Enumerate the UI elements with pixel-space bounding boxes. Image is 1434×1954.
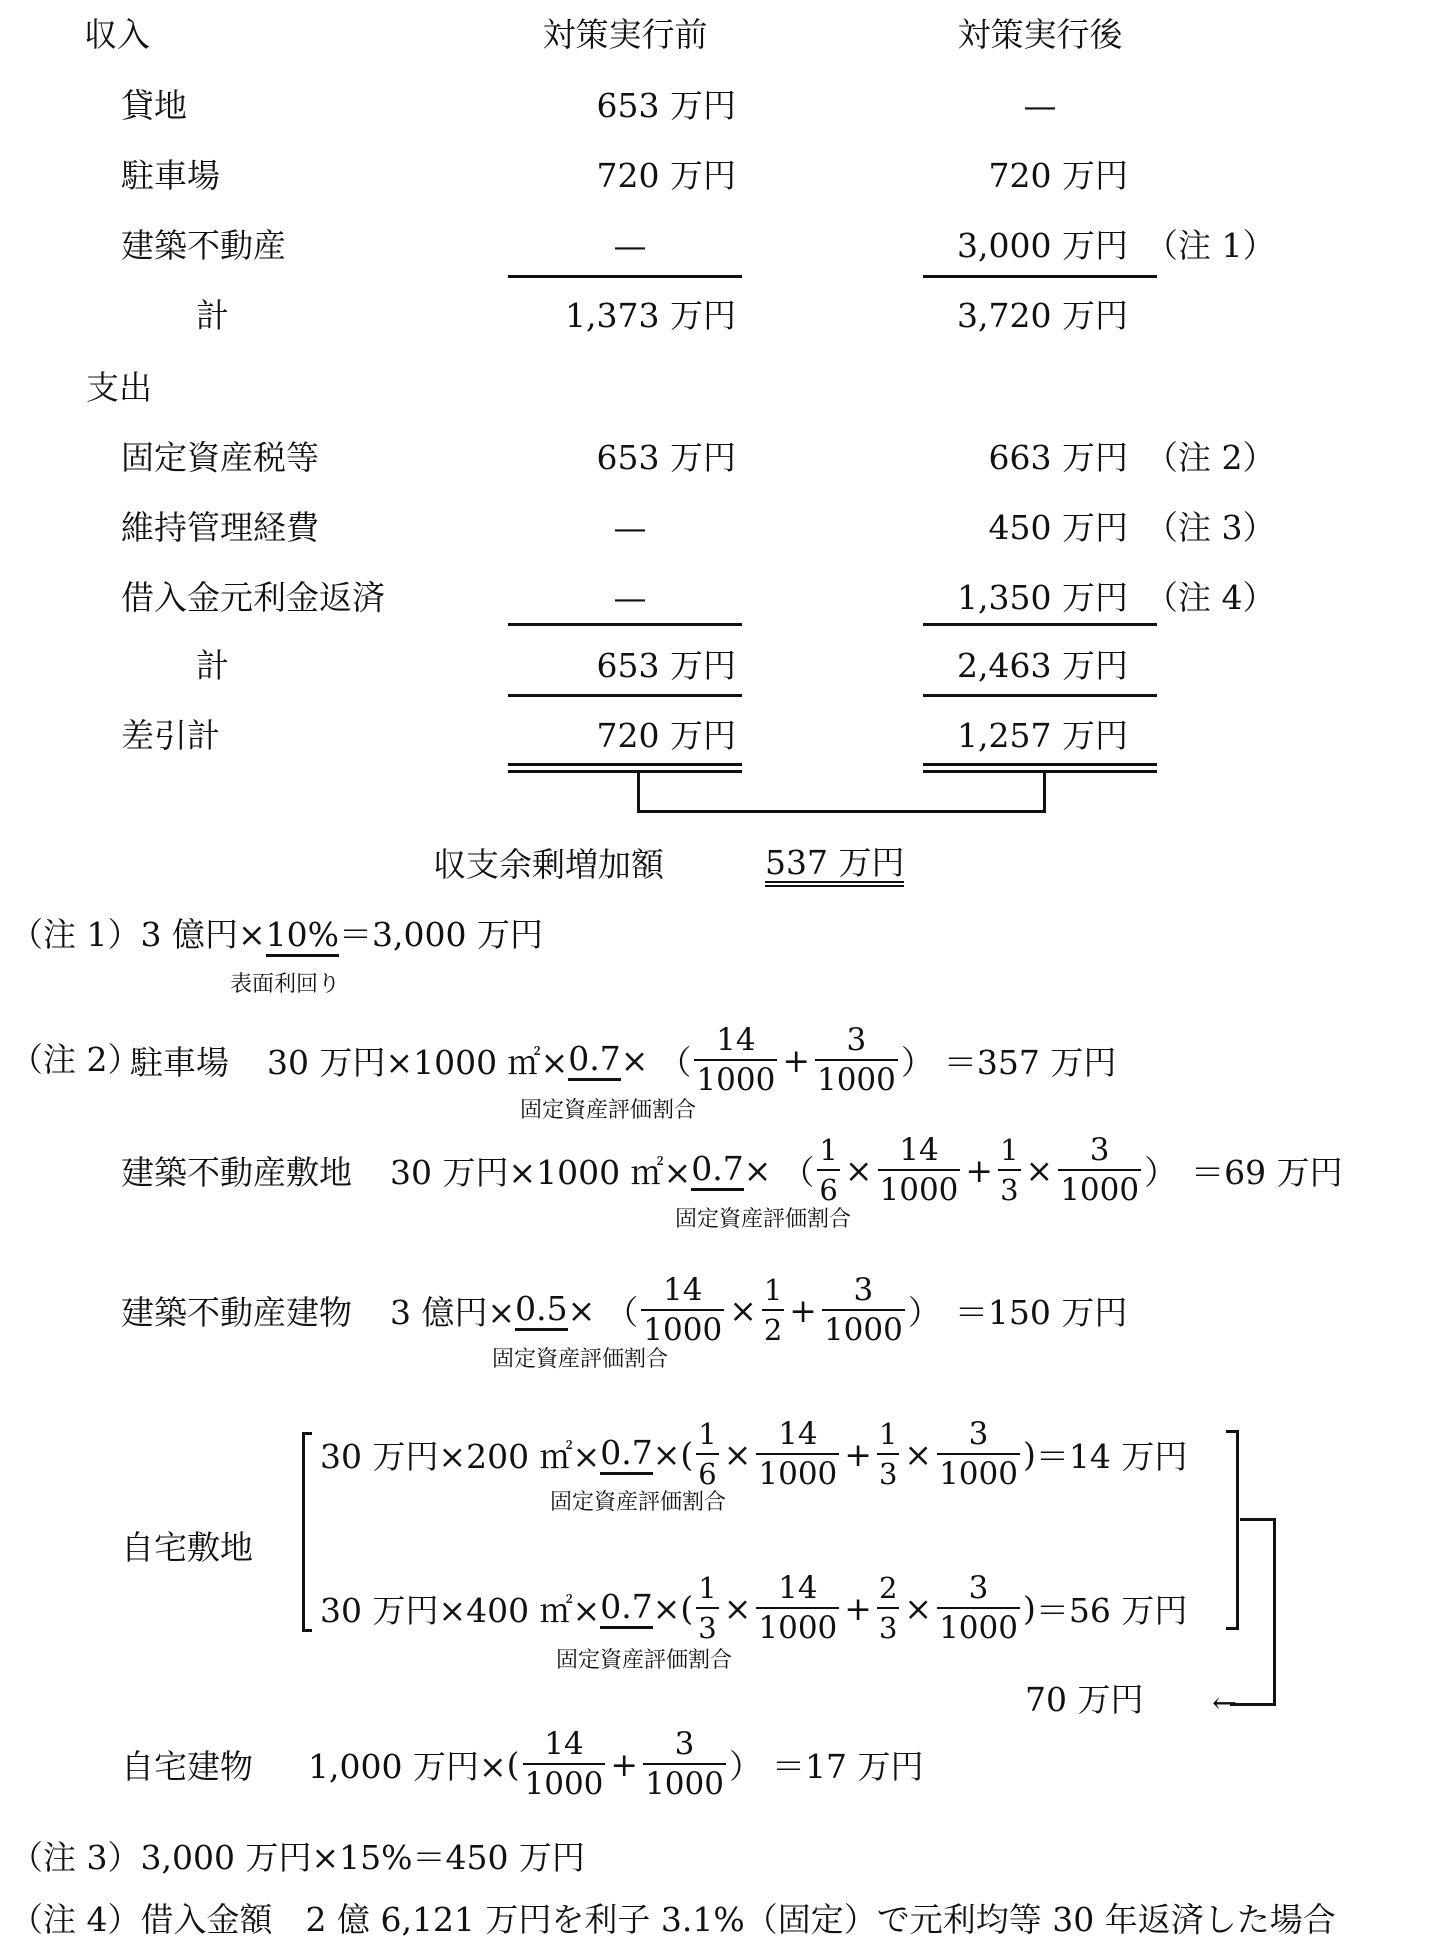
- numerator: 1: [763, 1273, 783, 1307]
- formula-open: (: [506, 1744, 520, 1784]
- column-header-after: 対策実行後: [957, 15, 1123, 54]
- plus: +: [844, 1588, 872, 1628]
- numerator: 14: [778, 1416, 818, 1452]
- denominator: 3: [696, 1607, 718, 1647]
- formula-times: ×: [652, 1588, 681, 1628]
- numerator: 3: [674, 1726, 695, 1762]
- total-rule-before: [508, 694, 742, 697]
- formula-close: ）: [907, 1292, 941, 1332]
- row-label: 固定資産税等: [121, 438, 319, 477]
- formula-rate: 0.7: [568, 1039, 620, 1081]
- times: ×: [723, 1588, 752, 1628]
- value-after: 3,720 万円: [957, 296, 1128, 335]
- expense-subtotal-rule-after: [923, 623, 1157, 626]
- formula-rate: 0.7: [600, 1433, 652, 1475]
- formula-open: (: [680, 1588, 694, 1628]
- formula-result: ＝56 万円: [1035, 1590, 1188, 1630]
- note-2-parking-formula: [130, 1010, 1116, 1110]
- home-site-total: 70 万円: [1025, 1680, 1144, 1719]
- formula-close: ）: [728, 1746, 762, 1786]
- fraction: [822, 1271, 905, 1349]
- value-after: 1,350 万円: [957, 578, 1128, 617]
- denominator: 1000: [937, 1453, 1020, 1493]
- surplus-value: 537 万円: [765, 845, 904, 887]
- denominator: 3: [998, 1169, 1020, 1209]
- note-3: [10, 1838, 585, 1878]
- connector-bottom: [637, 810, 1046, 813]
- numerator: 14: [663, 1272, 703, 1308]
- fraction: [762, 1271, 784, 1349]
- formula-pre: 30 万円×200 ㎡×: [320, 1436, 601, 1476]
- fraction: [937, 1569, 1020, 1647]
- denominator: 1000: [756, 1453, 839, 1493]
- plus: +: [844, 1434, 872, 1474]
- home-site-formula-row2: [320, 1558, 1187, 1658]
- formula-open: （: [605, 1292, 639, 1332]
- plus: +: [789, 1290, 817, 1330]
- denominator: 6: [696, 1453, 718, 1493]
- expense-subtotal-rule-before: [508, 623, 742, 626]
- left-bracket-bottom: [302, 1629, 312, 1632]
- value-after: 2,463 万円: [957, 646, 1128, 685]
- fraction: [756, 1415, 839, 1493]
- denominator: 6: [817, 1169, 839, 1209]
- formula-open: (: [680, 1434, 694, 1474]
- expense-heading: 支出: [86, 368, 152, 407]
- denominator: 2: [762, 1309, 784, 1349]
- formula-times: ×: [620, 1040, 649, 1080]
- subtotal-rule-before: [508, 275, 742, 278]
- ratio-annotation: 固定資産評価割合: [675, 1207, 852, 1232]
- value-after: 720 万円: [988, 156, 1128, 195]
- denominator: 3: [877, 1607, 899, 1647]
- formula-pre: 30 万円×1000 ㎡×: [390, 1152, 692, 1192]
- formula-label: 建築不動産建物: [121, 1292, 352, 1332]
- denominator: 1000: [937, 1607, 1020, 1647]
- note-ref: （注 3）: [1145, 508, 1276, 547]
- numerator: 1: [1000, 1133, 1019, 1167]
- value-before: 653 万円: [596, 86, 736, 125]
- note-2-building-formula: [121, 1260, 1127, 1360]
- fraction: [998, 1131, 1020, 1209]
- note-4: [10, 1900, 1336, 1940]
- numerator: 1: [819, 1133, 838, 1167]
- note-2-site-formula: [121, 1120, 1343, 1220]
- note-4-tag: （注 4）: [10, 1900, 141, 1939]
- formula-result: ＝17 万円: [771, 1746, 924, 1786]
- value-before: 653 万円: [596, 646, 736, 685]
- denominator: 1000: [1058, 1169, 1141, 1209]
- plus: +: [782, 1040, 810, 1080]
- fraction: [878, 1131, 961, 1209]
- fraction: [817, 1131, 839, 1209]
- fraction: [643, 1725, 726, 1803]
- fraction: [523, 1725, 606, 1803]
- plus: +: [965, 1150, 994, 1190]
- right-bracket-top: [1226, 1430, 1238, 1433]
- numerator: 3: [1089, 1132, 1110, 1168]
- numerator: 3: [968, 1416, 989, 1452]
- note-ref: （注 2）: [1145, 438, 1276, 477]
- numerator: 14: [899, 1132, 939, 1168]
- numerator: 14: [716, 1022, 756, 1058]
- right-bracket-bottom: [1226, 1627, 1238, 1630]
- sum-connector-vertical: [1273, 1518, 1276, 1706]
- numerator: 3: [968, 1570, 989, 1606]
- note-1-rate: 10%: [266, 915, 339, 957]
- subtotal-rule-after: [923, 275, 1157, 278]
- formula-open: （: [781, 1152, 815, 1192]
- ratio-annotation: 固定資産評価割合: [550, 1490, 727, 1515]
- total-rule-after: [923, 694, 1157, 697]
- formula-label: 建築不動産敷地: [121, 1152, 352, 1192]
- ratio-annotation: 固定資産評価割合: [556, 1648, 733, 1673]
- note-3-tag: （注 3）: [10, 1838, 141, 1877]
- fraction: [1058, 1131, 1141, 1209]
- formula-open: （: [658, 1042, 692, 1082]
- value-before: —: [613, 578, 647, 617]
- double-rule-before: [508, 763, 742, 773]
- fraction: [756, 1569, 839, 1647]
- fraction: [877, 1569, 899, 1647]
- note-3-text: 3,000 万円×15%＝450 万円: [140, 1838, 585, 1877]
- formula-close: ): [1022, 1588, 1036, 1628]
- row-label: 計: [196, 296, 229, 335]
- formula-close: ): [1022, 1434, 1036, 1474]
- numerator: 1: [698, 1571, 717, 1605]
- times: ×: [1025, 1150, 1054, 1190]
- double-rule-after: [923, 763, 1157, 773]
- numerator: 1: [878, 1417, 898, 1451]
- value-after: 450 万円: [988, 508, 1128, 547]
- times: ×: [904, 1434, 933, 1474]
- home-site-label: 自宅敷地: [121, 1528, 253, 1567]
- row-label: 計: [196, 646, 229, 685]
- note-2-tag: （注 2）: [10, 1040, 141, 1079]
- connector-left: [637, 772, 640, 812]
- value-after: 663 万円: [988, 438, 1128, 477]
- left-bracket-top: [302, 1432, 312, 1435]
- denominator: 1000: [523, 1763, 606, 1803]
- numerator: 14: [778, 1570, 818, 1606]
- row-label: 差引計: [121, 716, 220, 755]
- numerator: 1: [698, 1417, 717, 1451]
- note-1: [10, 915, 543, 955]
- fraction: [696, 1569, 718, 1647]
- denominator: 1000: [694, 1059, 777, 1099]
- numerator: 3: [853, 1272, 874, 1308]
- note-ref: （注 1）: [1145, 226, 1276, 265]
- formula-rate: 0.7: [691, 1149, 743, 1191]
- surplus-label: 収支余剰増加額: [433, 845, 664, 884]
- formula-pre: 3 億円×: [390, 1292, 516, 1332]
- home-site-formula-row1: [320, 1404, 1187, 1504]
- note-ref: （注 4）: [1145, 578, 1276, 617]
- note-1-pre: 3 億円×: [140, 915, 266, 954]
- formula-result: ＝150 万円: [954, 1292, 1128, 1332]
- value-before: 653 万円: [596, 438, 736, 477]
- arrow-left-icon: ←: [1212, 1686, 1238, 1721]
- left-bracket: [302, 1432, 305, 1632]
- note-1-tag: （注 1）: [10, 915, 141, 954]
- row-label: 借入金元利金返済: [121, 578, 385, 617]
- formula-result: ＝69 万円: [1191, 1152, 1343, 1192]
- formula-rate: 0.5: [515, 1289, 567, 1331]
- connector-right: [1043, 772, 1046, 812]
- times: ×: [723, 1434, 752, 1474]
- row-label: 維持管理経費: [121, 508, 319, 547]
- income-heading: 収入: [84, 15, 150, 54]
- formula-result: ＝14 万円: [1035, 1436, 1188, 1476]
- formula-times: ×: [567, 1290, 596, 1330]
- formula-pre: 30 万円×1000 ㎡×: [267, 1042, 569, 1082]
- value-before: 1,373 万円: [565, 296, 736, 335]
- denominator: 1000: [878, 1169, 961, 1209]
- home-building-formula: [121, 1714, 923, 1814]
- times: ×: [904, 1588, 933, 1628]
- formula-close: ）: [1144, 1152, 1178, 1192]
- times: ×: [844, 1150, 873, 1190]
- value-before: —: [613, 226, 647, 265]
- column-header-before: 対策実行前: [542, 15, 708, 54]
- fraction: [641, 1271, 724, 1349]
- value-before: 720 万円: [596, 156, 736, 195]
- formula-rate: 0.7: [600, 1587, 652, 1629]
- note-1-post: ＝3,000 万円: [339, 915, 543, 954]
- denominator: 1000: [815, 1059, 898, 1099]
- row-label: 駐車場: [121, 156, 220, 195]
- fraction: [694, 1021, 777, 1099]
- fraction: [696, 1415, 718, 1493]
- formula-times: ×: [652, 1434, 681, 1474]
- formula-label: 自宅建物: [121, 1746, 253, 1786]
- plus: +: [610, 1744, 639, 1784]
- formula-pre: 1,000 万円×: [308, 1746, 507, 1786]
- sum-connector-top: [1240, 1518, 1276, 1521]
- denominator: 1000: [756, 1607, 839, 1647]
- numerator: 2: [878, 1571, 898, 1605]
- ratio-annotation: 固定資産評価割合: [492, 1347, 669, 1372]
- formula-label: 駐車場: [130, 1042, 229, 1082]
- denominator: 3: [877, 1453, 899, 1493]
- fraction: [815, 1021, 898, 1099]
- value-after: —: [1023, 86, 1057, 125]
- numerator: 14: [544, 1726, 584, 1762]
- numerator: 3: [846, 1022, 867, 1058]
- note-4-text: 借入金額 2 億 6,121 万円を利子 3.1%（固定）で元利均等 30 年返済した場合: [140, 1900, 1336, 1939]
- formula-pre: 30 万円×400 ㎡×: [320, 1590, 601, 1630]
- value-before: —: [613, 508, 647, 547]
- times: ×: [729, 1290, 757, 1330]
- note-1-annotation: 表面利回り: [230, 972, 341, 997]
- denominator: 1000: [822, 1309, 905, 1349]
- denominator: 1000: [643, 1763, 726, 1803]
- denominator: 1000: [641, 1309, 724, 1349]
- row-label: 建築不動産: [121, 226, 286, 265]
- formula-result: ＝357 万円: [943, 1042, 1117, 1082]
- value-after: 3,000 万円: [957, 226, 1128, 265]
- ratio-annotation: 固定資産評価割合: [520, 1098, 697, 1123]
- formula-times: ×: [743, 1150, 772, 1190]
- right-bracket: [1236, 1430, 1239, 1630]
- row-label: 貸地: [121, 86, 187, 125]
- fraction: [877, 1415, 899, 1493]
- fraction: [937, 1415, 1020, 1493]
- value-before: 720 万円: [596, 716, 736, 755]
- formula-close: ）: [900, 1042, 934, 1082]
- value-after: 1,257 万円: [957, 716, 1128, 755]
